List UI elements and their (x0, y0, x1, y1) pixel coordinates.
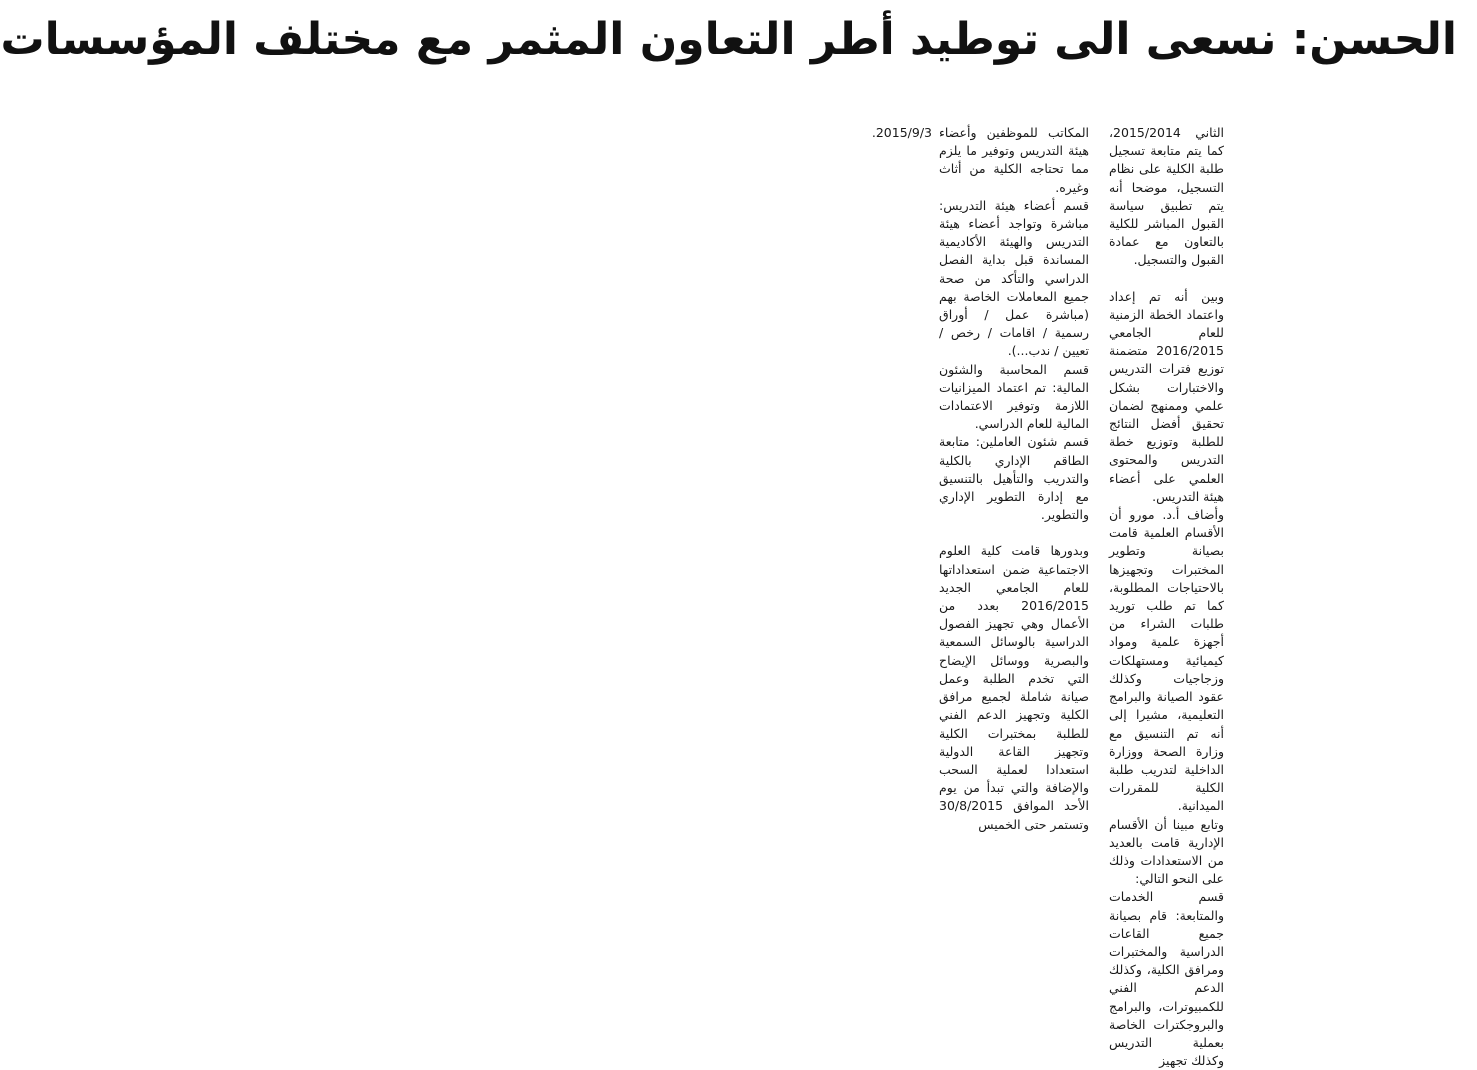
paragraph: وبدورها قامت كلية العلوم الاجتماعية ضمن استعداداتها للعام الجامعي الجديد 2016/2015 بعدد من الأعمال وهي تجهيز الفصول الدراسية بالوسائل السمعية والبصرية ووسائل الإيضاح التي تخدم الطلبة وعمل صيانة شاملة لجميع مرافق الكلية وتجهيز الدعم الفني للطلبة بمختبرات الكلية وتجهيز القاعة الدولية استعدادا لعملية السحب والإضافة والتي تبدأ من يوم الأحد الموافق 30/8/2015 وتستمر حتى الخميس (939, 543, 1089, 832)
paragraph: قسم أعضاء هيئة التدريس: مباشرة وتواجد أعضاء هيئة التدريس والهيئة الأكاديمية المساندة قبل بداية الفصل الدراسي والتأكد من صحة جميع المعاملات الخاصة بهم (مباشرة عمل / أوراق رسمية / اقامات / رخص / تعيين / ندب...). (939, 197, 1089, 359)
paragraph: قسم الخدمات والمتابعة: قام بصيانة جميع القاعات الدراسية والمختبرات ومرافق الكلية، وكذلك الدعم الفني للكمبيوترات، والبرامج والبروجكترات الخاصة بعملية التدريس وكذلك تجهيز (1109, 889, 1224, 1069)
paragraph: وبين أنه تم إعداد واعتماد الخطة الزمنية للعام الجامعي 2016/2015 متضمنة توزيع فترات التدريس والاختبارات بشكل علمي وممنهج لضمان تحقيق أفضل النتائج للطلبة وتوزيع خطة التدريس والمحتوى العلمي على أعضاء هيئة التدريس. (1109, 288, 1224, 504)
paragraph: قسم شئون العاملين: متابعة الطاقم الإداري بالكلية والتدريب والتأهيل بالتنسيق مع إدارة التطوير الإداري والتطوير. (939, 434, 1089, 523)
paragraph: المكاتب للموظفين وأعضاء هيئة التدريس وتوفير ما يلزم مما تحتاجه الكلية من أثاث وغيره. (939, 125, 1089, 195)
headline: الحسن: نسعى الى توطيد أطر التعاون المثمر مع مختلف المؤسسات (0, 14, 1457, 65)
paragraph: 2015/9/3. (871, 125, 932, 140)
article-column-1 (1109, 124, 1224, 1069)
paragraph: وتابع مبينا أن الأقسام الإدارية قامت بالعديد من الاستعدادات وذلك على النحو التالي: (1109, 816, 1224, 887)
article-column-3 (862, 124, 932, 672)
paragraph: وأضاف أ.د. مورو أن الأقسام العلمية قامت بصيانة وتطوير المختبرات وتجهيزها بالاحتياجات المطلوبة، كما تم طلب توريد طلبات الشراء من أجهزة علمية ومواد كيميائية ومستهلكات وزجاجيات وكذلك عقود الصيانة والبرامج التعليمية، مشيرا إلى أنه تم التنسيق مع وزارة الصحة ووزارة الداخلية لتدريب طلبة الكلية للمقررات الميدانية. (1109, 507, 1224, 814)
article-column-2 (939, 124, 1089, 832)
paragraph: الثاني 2015/2014، كما يتم متابعة تسجيل طلبة الكلية على نظام التسجيل، موضحا أنه يتم تطبيق سياسة القبول المباشر للكلية بالتعاون مع عمادة القبول والتسجيل. (1109, 125, 1224, 268)
paragraph: قسم المحاسبة والشئون المالية: تم اعتماد الميزانيات اللازمة وتوفير الاعتمادات المالية للعام الدراسي. (939, 361, 1089, 432)
